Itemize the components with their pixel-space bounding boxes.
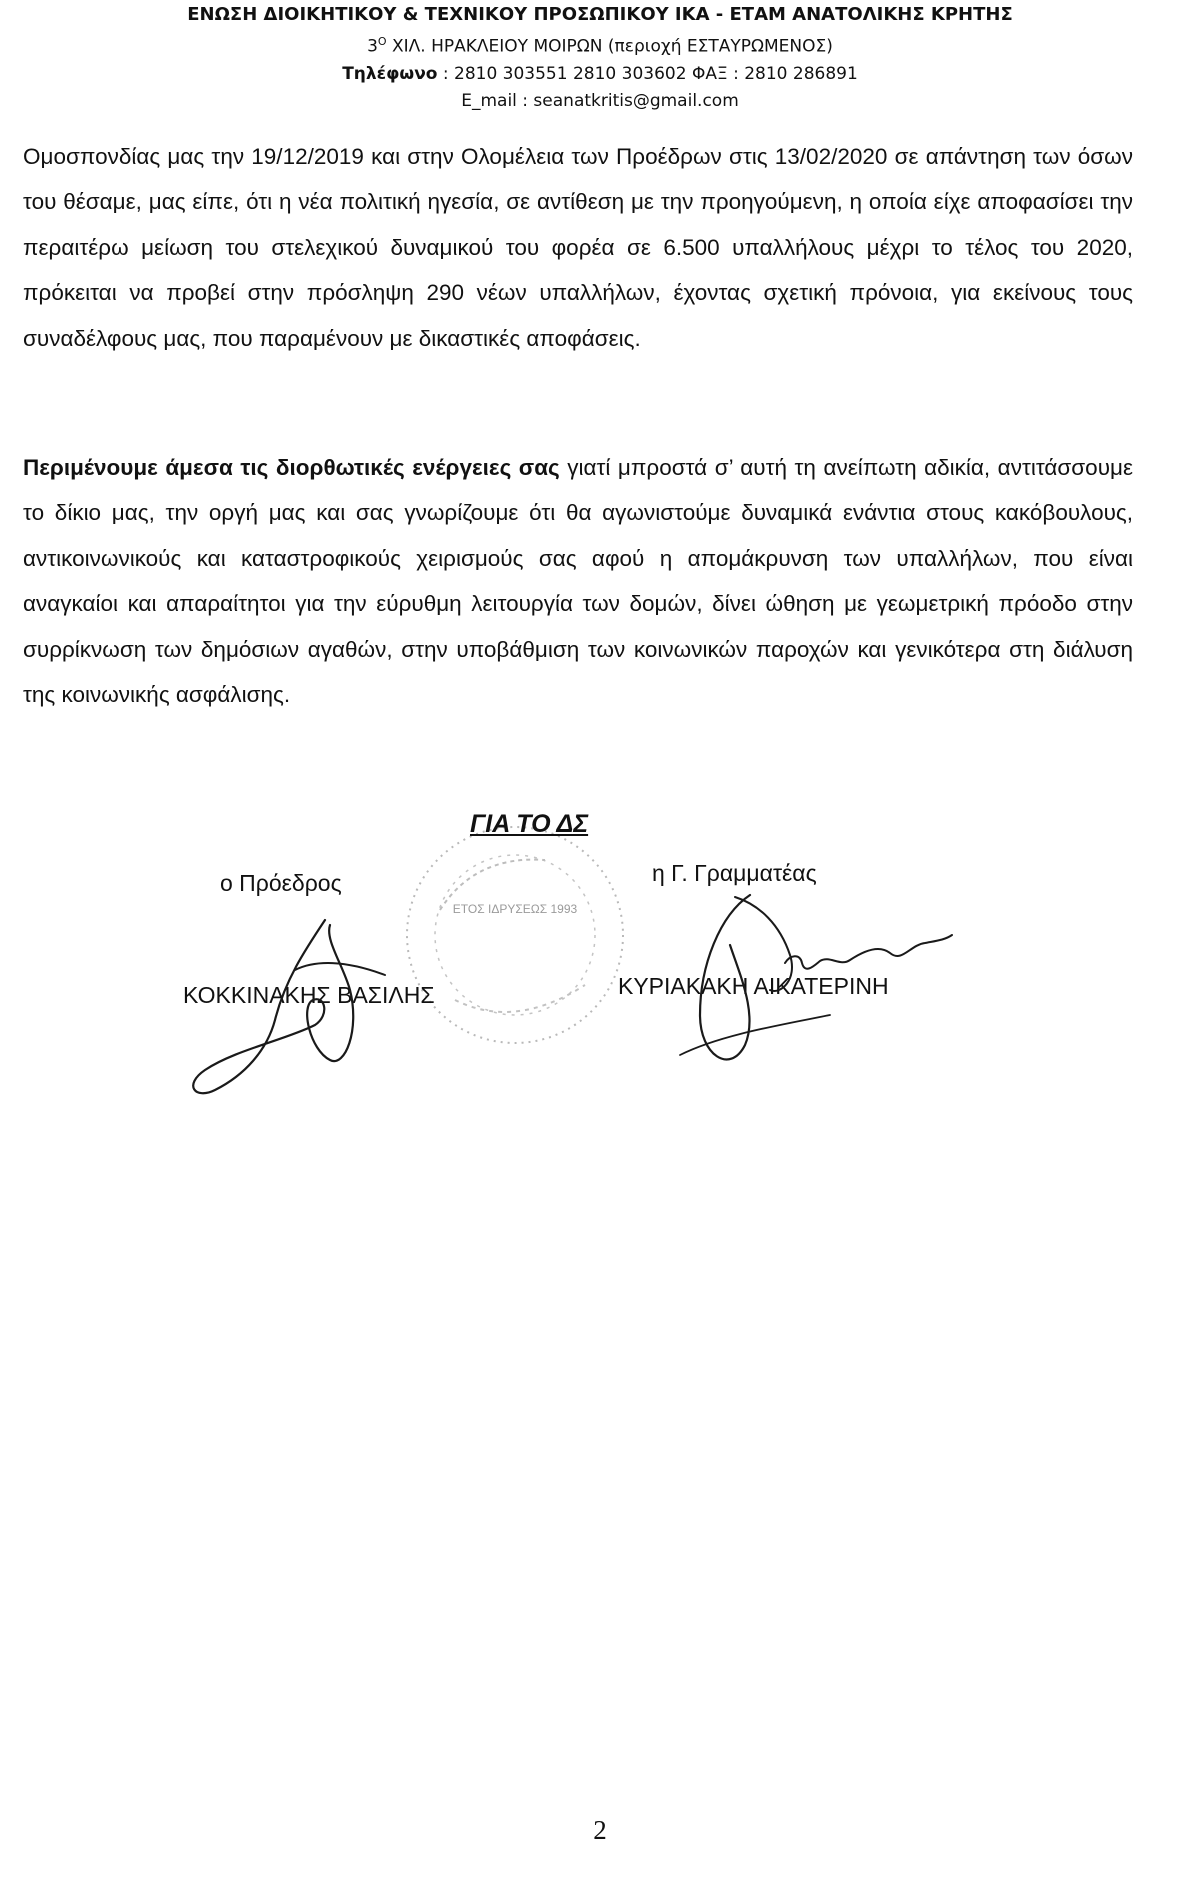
paragraph-1: Ομοσπονδίας μας την 19/12/2019 και στην Ολομέλεια των Προέδρων στις 13/02/2020 σε απάντηση των όσων του θέσαμε, μας είπε, ότι η νέα πολιτική ηγεσία, σε αντίθεση με την προηγούμενη, η οποία είχε αποφασίσει την περαιτέρω μείωση του στελεχικού δυναμικού του φορέα σε 6.500 υπαλλήλους μέχρι το τέλος του 2020, πρόκειται να προβεί στην πρόσληψη 290 νέων υπαλλήλων, έχοντας σχετική πρόνοια, για εκείνους τους συναδέλφους μας, που παραμένουν με δικαστικές αποφάσεις. [23, 144, 1133, 351]
secretary-title: η Γ. Γραμματέας [652, 860, 817, 886]
paragraph-2-bold-lead: Περιμένουμε άμεσα τις διορθωτικές ενέργειες σας [23, 455, 560, 480]
address-km-superscript: Ο [377, 35, 387, 48]
president-name: ΚΟΚΚΙΝΑΚΗΣ ΒΑΣΙΛΗΣ [183, 982, 435, 1008]
paragraph-2 [23, 445, 1133, 717]
address-rest: ΧΙΛ. ΗΡΑΚΛΕΙΟΥ ΜΟΙΡΩΝ (περιοχή ΕΣΤΑΥΡΩΜΕΝΟΣ) [386, 36, 833, 57]
secretary-name: ΚΥΡΙΑΚΑΚΗ ΑΙΚΑΤΕΡΙΝΗ [618, 973, 889, 999]
organization-name: ΕΝΩΣΗ ΔΙΟΙΚΗΤΙΚΟΥ & ΤΕΧΝΙΚΟΥ ΠΡΟΣΩΠΙΚΟΥ ΙΚΑ - ΕΤΑΜ ΑΝΑΤΟΛΙΚΗΣ ΚΡΗΤΗΣ [187, 4, 1013, 25]
address-km: 3 [367, 36, 378, 57]
signature-block [0, 790, 1200, 1110]
address-line [0, 28, 1200, 61]
paragraph-2-rest: γιατί μπροστά σ’ αυτή τη ανείπωτη αδικία, αντιτάσσουμε το δίκιο μας, την οργή μας και σας γνωρίζουμε ότι θα αγωνιστούμε δυναμικά ενάντια στους κακόβουλους, αντικοινωνικούς και καταστροφικούς χειρισμούς σας αφού η απομάκρυνση των υπαλλήλων, που είναι αναγκαίοι και απαραίτητοι για την εύρυθμη λειτουργία των δομών, δίνει ώθηση με γεωμετρική πρόοδο στην συρρίκνωση των δημόσιων αγαθών, στην υποβάθμιση των κοινωνικών παροχών και γενικότερα στη διάλυση της κοινωνικής ασφάλισης. [23, 455, 1133, 708]
president-title: ο Πρόεδρος [220, 870, 342, 896]
letterhead [0, 0, 1200, 115]
page-number: 2 [593, 1815, 607, 1845]
stamp-text: ΕΤΟΣ ΙΔΡΥΣΕΩΣ 1993 [452, 902, 578, 916]
phone-values: : 2810 303551 2810 303602 ΦΑΞ : 2810 286891 [437, 63, 858, 84]
president-signature [175, 910, 455, 1110]
secretary-signature [640, 885, 960, 1085]
for-the-board-heading: ΓΙΑ ΤΟ ΔΣ [470, 810, 589, 838]
phone-label: Τηλέφωνο [342, 63, 438, 84]
email-line: E_mail : seanatkritis@gmail.com [461, 90, 739, 111]
phone-line [0, 61, 1200, 88]
